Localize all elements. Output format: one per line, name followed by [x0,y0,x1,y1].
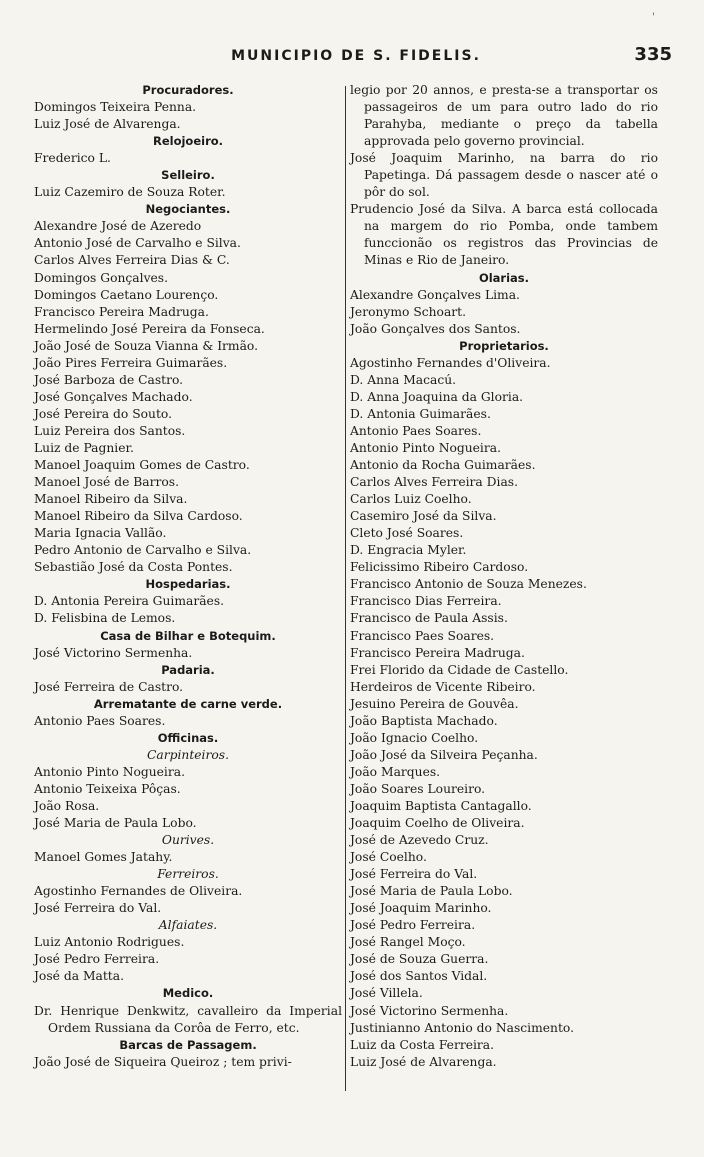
entry: Luiz Cazemiro de Souza Roter. [34,185,226,200]
entry: Domingos Gonçalves. [34,270,169,285]
section-heading: Proprietarios. [459,338,549,353]
entry: José Rangel Moço. [350,935,466,950]
entry: Carlos Luiz Coelho. [350,492,472,507]
entry: Prudencio José da Silva. A barca está collocada na margem do rio Pomba, onde tambem funccionão os registros das Provincias de Minas e Rio de Janeiro. [350,202,658,268]
entry: Luiz José de Alvarenga. [34,117,181,132]
entry: José Gonçalves Machado. [34,389,193,404]
entry: João Rosa. [34,798,100,813]
subsection-heading: Alfaiates. [158,918,218,933]
entry: Antonio da Rocha Guimarães. [350,458,536,473]
entry: Francisco Antonio de Souza Menezes. [350,577,587,592]
entry: D. Antonia Guimarães. [350,406,491,421]
section-heading: Barcas de Passagem. [119,1037,257,1052]
entry: Luiz de Pagnier. [34,440,134,455]
entry: Manoel José de Barros. [34,475,179,490]
entry: João Marques. [350,764,441,779]
entry: Francisco de Paula Assis. [350,611,508,626]
subsection-heading: Ourives. [161,833,215,848]
entry: Francisco Paes Soares. [350,628,495,643]
section-heading: Officinas. [157,730,219,745]
entry: José Joaquim Marinho, na barra do rio Papetinga. Dá passagem desde o nascer até o pôr do sol. [350,151,658,200]
entry: D. Anna Joaquina da Gloria. [350,389,524,404]
entry: Maria Ignacia Vallão. [34,526,167,541]
section-heading: Hospedarias. [145,577,231,592]
entry: José de Azevedo Cruz. [350,833,489,848]
entry: José Victorino Sermenha. [350,1003,509,1018]
entry: Francisco Dias Ferreira. [350,594,502,609]
entry: Felicissimo Ribeiro Cardoso. [350,560,529,575]
entry: José Maria de Paula Lobo. [34,816,197,831]
entry: Agostinho Fernandes d'Oliveira. [350,355,551,370]
entry: Antonio Paes Soares. [34,713,166,728]
entry: Joaquim Baptista Cantagallo. [350,798,532,813]
entry: José Ferreira do Val. [350,867,478,882]
entry: Antonio Pinto Nogueira. [34,764,185,779]
entry: Cleto José Soares. [350,526,464,541]
entry: Domingos Teixeira Penna. [34,100,197,115]
entry: Alexandre José de Azeredo [34,219,202,234]
entry: João Gonçalves dos Santos. [350,321,521,336]
left-column [34,82,342,1071]
entry: Jeronymo Schoart. [350,304,467,319]
section-heading: Casa de Bilhar e Botequim. [100,628,276,643]
entry: José Ferreira do Val. [34,901,162,916]
entry: Carlos Alves Ferreira Dias & C. [34,253,230,268]
entry: Casemiro José da Silva. [350,509,497,524]
entry: Jesuino Pereira de Gouvêa. [350,696,519,711]
entry: Antonio Paes Soares. [350,423,482,438]
section-heading: Selleiro. [161,168,215,183]
entry: José Joaquim Marinho. [350,901,492,916]
entry: Pedro Antonio de Carvalho e Silva. [34,543,252,558]
entry: José da Matta. [34,969,124,984]
entry: Herdeiros de Vicente Ribeiro. [350,679,536,694]
entry: Francisco Pereira Madruga. [34,304,209,319]
entry: Manoel Ribeiro da Silva Cardoso. [34,509,243,524]
entry: Manoel Gomes Jatahy. [34,850,173,865]
entry: João Ignacio Coelho. [350,730,479,745]
entry: Antonio Pinto Nogueira. [350,440,501,455]
entry: João Soares Loureiro. [350,781,486,796]
section-heading: Padaria. [161,662,215,677]
entry: Francisco Pereira Madruga. [350,645,525,660]
entry: Frei Florido da Cidade de Castello. [350,662,569,677]
entry: Manoel Joaquim Gomes de Castro. [34,458,250,473]
entry: José Pedro Ferreira. [34,952,160,967]
entry: José Maria de Paula Lobo. [350,884,513,899]
entry: Luiz da Costa Ferreira. [350,1037,495,1052]
subsection-heading: Carpinteiros. [147,747,229,762]
section-heading: Medico. [162,986,214,1001]
entry: Hermelindo José Pereira da Fonseca. [34,321,265,336]
page-number: 335 [634,44,672,65]
entry: Agostinho Fernandes de Oliveira. [34,884,243,899]
entry: José Ferreira de Castro. [34,679,184,694]
entry: Sebastião José da Costa Pontes. [34,560,233,575]
entry: José dos Santos Vidal. [350,969,488,984]
column-divider [345,86,346,1091]
entry: Antonio Teixeixa Pôças. [34,781,181,796]
entry: José Pedro Ferreira. [350,918,476,933]
section-heading: Olarias. [478,270,530,285]
entry: Justinianno Antonio do Nascimento. [350,1020,574,1035]
right-column [350,82,658,1071]
entry: D. Felisbina de Lemos. [34,611,176,626]
entry: Frederico L. [34,151,111,166]
page-mark: ' [652,12,655,23]
entry: João Baptista Machado. [350,713,498,728]
entry: José Barboza de Castro. [34,372,184,387]
subsection-heading: Ferreiros. [157,867,219,882]
section-heading: Relojoeiro. [152,134,224,149]
entry: João José de Siqueira Queiroz ; tem privi- [34,1054,292,1069]
entry: Luiz Pereira dos Santos. [34,423,186,438]
section-heading: Procuradores. [142,83,234,97]
entry: José Villela. [350,986,423,1001]
entry: Joaquim Coelho de Oliveira. [350,816,525,831]
entry: José Pereira do Souto. [34,406,173,421]
entry: Luiz Antonio Rodrigues. [34,935,185,950]
entry: Alexandre Gonçalves Lima. [350,287,520,302]
entry: legio por 20 annos, e presta-se a transportar os passageiros de um para outro lado do rio Parahyba, mediante o preço da tabella approvada pelo governo provincial. [350,83,658,149]
entry: D. Engracia Myler. [350,543,467,558]
entry: D. Anna Macacú. [350,372,457,387]
entry: João José da Silveira Peçanha. [350,747,538,762]
entry: Domingos Caetano Lourenço. [34,287,219,302]
page-title: MUNICIPIO DE S. FIDELIS. [231,48,481,64]
entry: José Coelho. [350,850,427,865]
entry: João Pires Ferreira Guimarães. [34,355,228,370]
entry: Dr. Henrique Denkwitz, cavalleiro da Imperial Ordem Russiana da Corôa de Ferro, etc. [34,1003,342,1035]
entry: Manoel Ribeiro da Silva. [34,492,188,507]
entry: Carlos Alves Ferreira Dias. [350,475,518,490]
section-heading: Arrematante de carne verde. [93,696,283,711]
entry: João José de Souza Vianna & Irmão. [34,338,259,353]
entry: D. Antonia Pereira Guimarães. [34,594,225,609]
entry: José Victorino Sermenha. [34,645,193,660]
entry: Luiz José de Alvarenga. [350,1054,497,1069]
entry: José de Souza Guerra. [350,952,489,967]
section-heading: Negociantes. [145,202,231,217]
entry: Antonio José de Carvalho e Silva. [34,236,241,251]
page-header [34,44,678,74]
